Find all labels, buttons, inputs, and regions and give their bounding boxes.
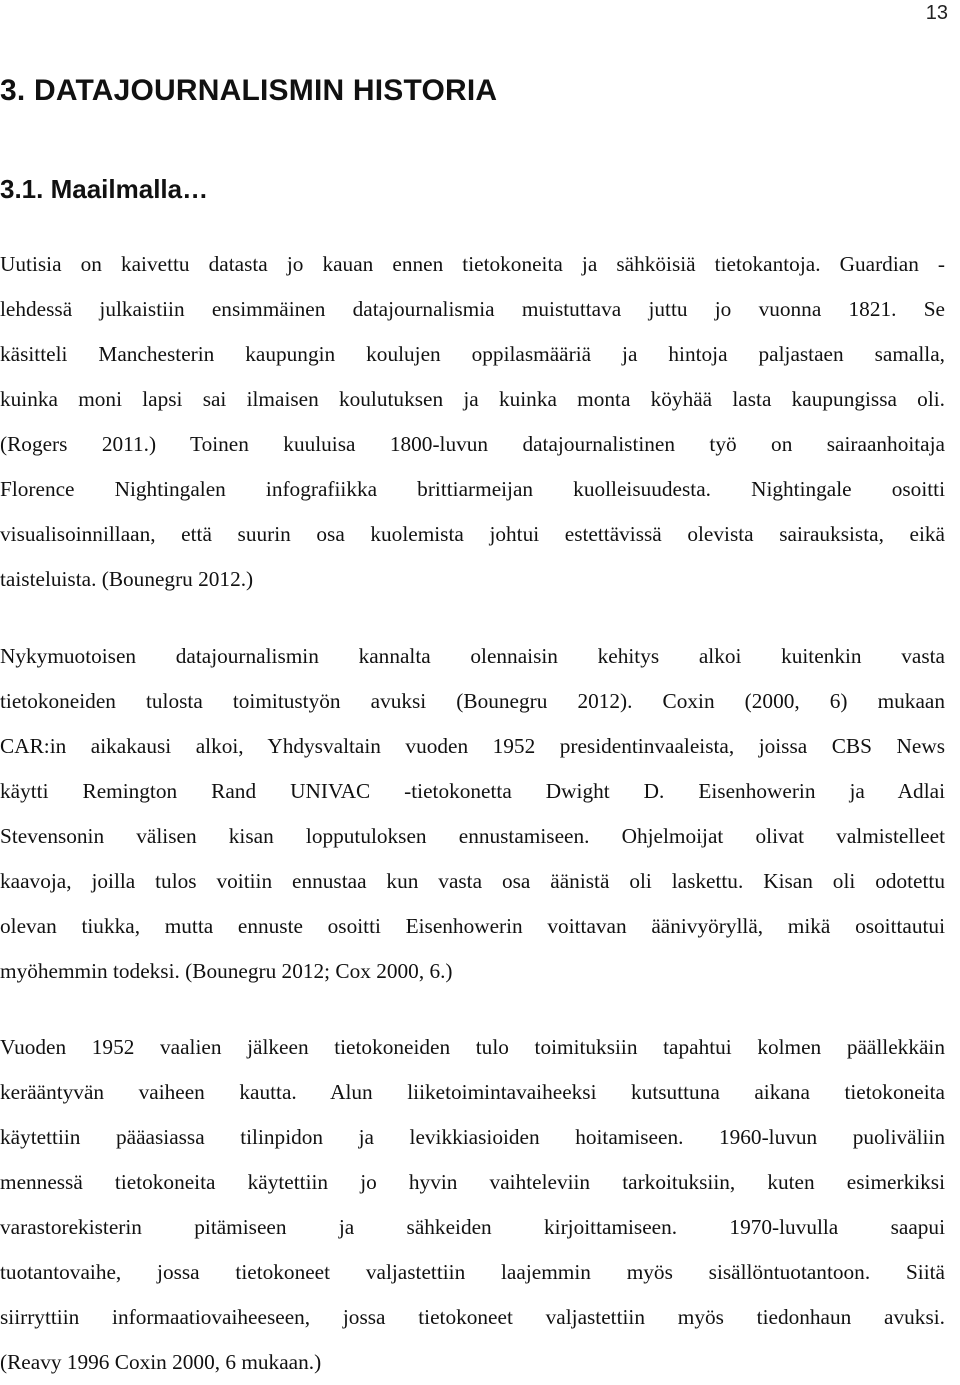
text-line: käytti Remington Rand UNIVAC -tietokonetta Dwight D. Eisenhowerin ja Adlai (0, 779, 945, 803)
paragraph (0, 634, 945, 994)
text-line: visualisoinnillaan, että suurin osa kuolemista johtui estettävissä olevista sairauksista, eikä (0, 522, 945, 546)
text-line: myöhemmin todeksi. (Bounegru 2012; Cox 2000, 6.) (0, 959, 453, 983)
text-line: Vuoden 1952 vaalien jälkeen tietokoneiden tulo toimituksiin tapahtui kolmen päällekkäin (0, 1035, 945, 1059)
chapter-title: 3. DATAJOURNALISMIN HISTORIA (0, 74, 498, 107)
text-line: tietokoneiden tulosta toimitustyön avuksi (Bounegru 2012). Coxin (2000, 6) mukaan (0, 689, 945, 713)
text-line: mennessä tietokoneita käytettiin jo hyvin vaihteleviin tarkoituksiin, kuten esimerkiksi (0, 1170, 945, 1194)
page-number: 13 (925, 2, 948, 24)
text-line: varastorekisterin pitämiseen ja sähkeiden kirjoittamiseen. 1970-luvulla saapui (0, 1215, 945, 1239)
text-line: olevan tiukka, mutta ennuste osoitti Eisenhowerin voittavan äänivyöryllä, mikä osoittautui (0, 914, 945, 938)
text-line: lehdessä julkaistiin ensimmäinen datajournalismia muistuttava juttu jo vuonna 1821. Se (0, 297, 945, 321)
text-line: siirryttiin informaatiovaiheeseen, jossa tietokoneet valjastettiin myös tiedonhaun avuksi. (0, 1305, 945, 1329)
text-line: (Rogers 2011.) Toinen kuuluisa 1800-luvun datajournalistinen työ on sairaanhoitaja (0, 432, 945, 456)
text-line: käsitteli Manchesterin kaupungin koulujen oppilasmääriä ja hintoja paljastaen samalla, (0, 342, 945, 366)
text-line: Stevensonin välisen kisan lopputuloksen ennustamiseen. Ohjelmoijat olivat valmistelleet (0, 824, 945, 848)
text-line: kuinka moni lapsi sai ilmaisen koulutuksen ja kuinka monta köyhää lasta kaupungissa oli. (0, 387, 945, 411)
section-title: 3.1. Maailmalla… (0, 174, 209, 204)
text-line: Florence Nightingalen infografiikka brittiarmeijan kuolleisuudesta. Nightingale osoitti (0, 477, 945, 501)
text-line: kerääntyvän vaiheen kautta. Alun liiketoimintavaiheeksi kutsuttuna aikana tietokoneita (0, 1080, 945, 1104)
text-line: kaavoja, joilla tulos voitiin ennustaa kun vasta osa äänistä oli laskettu. Kisan oli odotettu (0, 869, 945, 893)
text-line: (Reavy 1996 Coxin 2000, 6 mukaan.) (0, 1350, 322, 1374)
text-line: Uutisia on kaivettu datasta jo kauan ennen tietokoneita ja sähköisiä tietokantoja. Guardian - (0, 252, 945, 276)
paragraph (0, 242, 945, 602)
paragraph (0, 1025, 945, 1385)
text-line: käytettiin pääasiassa tilinpidon ja levikkiasioiden hoitamiseen. 1960-luvun puoliväliin (0, 1125, 945, 1149)
text-line: Nykymuotoisen datajournalismin kannalta olennaisin kehitys alkoi kuitenkin vasta (0, 644, 945, 668)
text-line: CAR:in aikakausi alkoi, Yhdysvaltain vuoden 1952 presidentinvaaleista, joissa CBS News (0, 734, 945, 758)
text-line: taisteluista. (Bounegru 2012.) (0, 567, 254, 591)
text-line: tuotantovaihe, jossa tietokoneet valjastettiin laajemmin myös sisällöntuotantoon. Siitä (0, 1260, 945, 1284)
